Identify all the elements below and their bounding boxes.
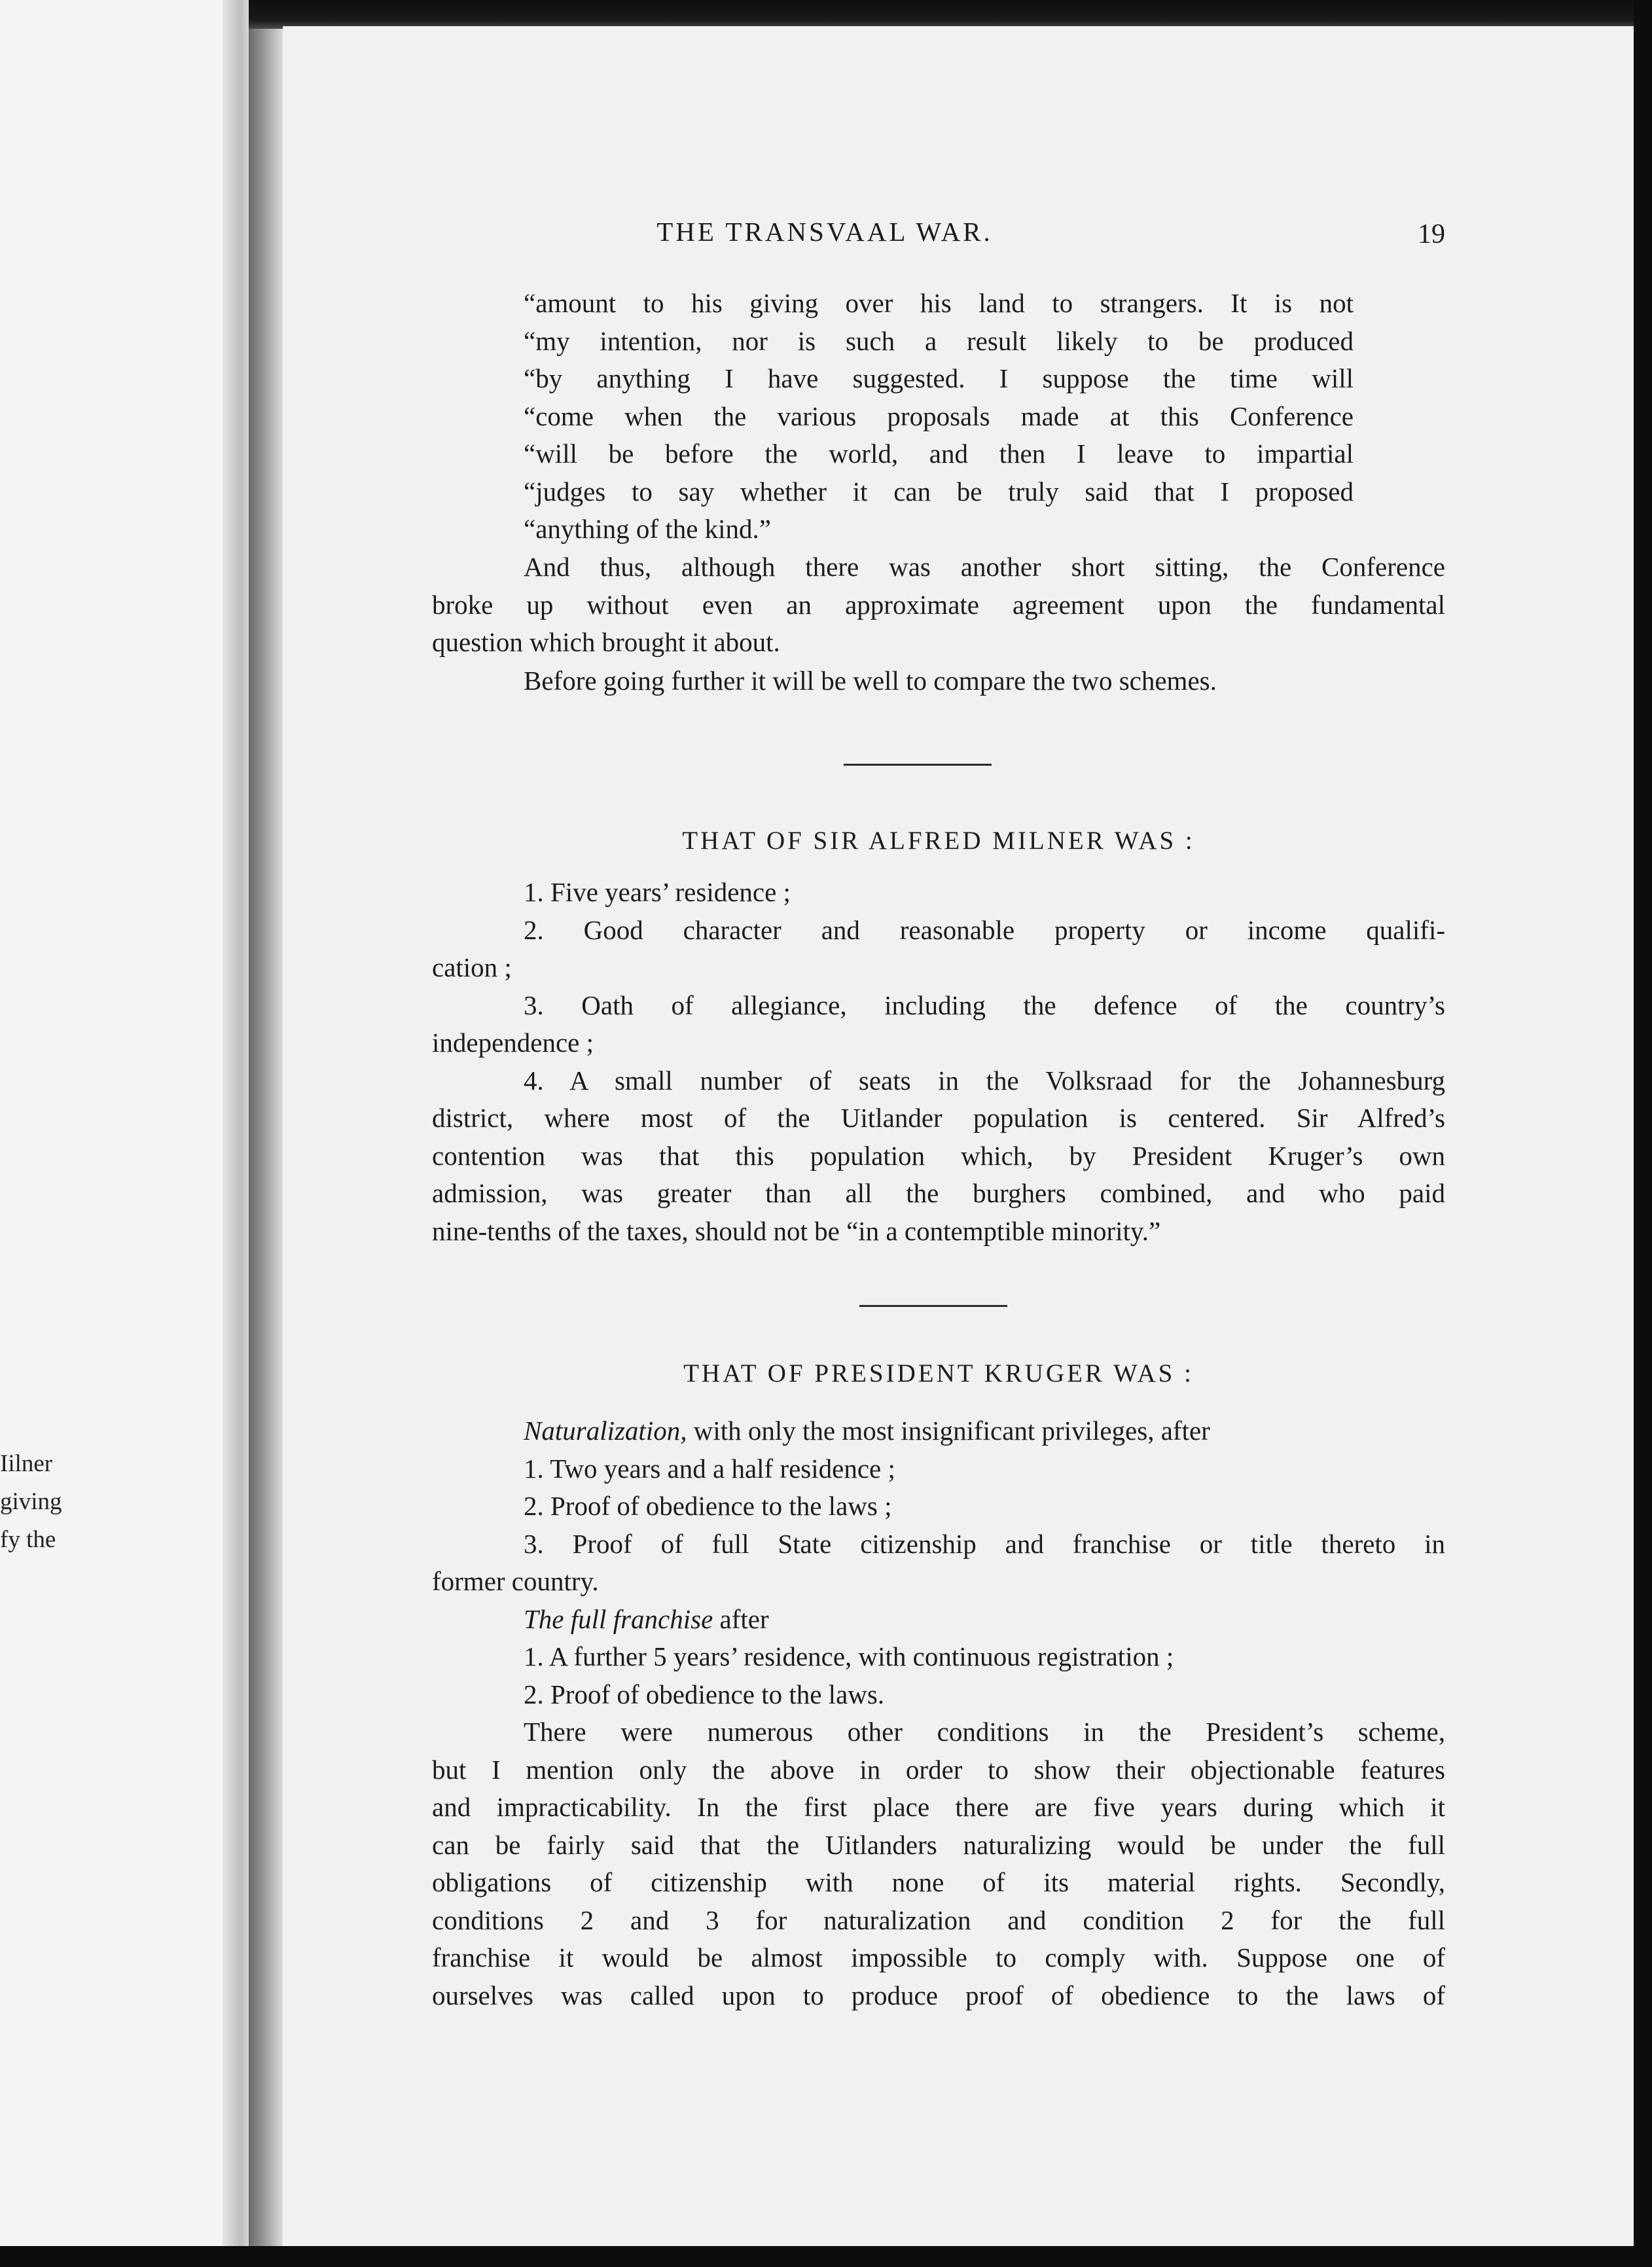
paragraph-line: can be fairly said that the Uitlanders naturalizing would be under the full <box>432 1829 1445 1860</box>
scan-right-edge <box>1634 0 1652 2267</box>
paragraph-before <box>432 662 1445 700</box>
scan-top-edge <box>249 0 1652 29</box>
list-item: 4. A small number of seats in the Volksraad for the Johannesburg <box>524 1065 1445 1096</box>
naturalization-text: with only the most insignificant privileges, after <box>687 1416 1210 1446</box>
quote-line: “my intention, nor is such a result likely to be produced <box>524 325 1354 356</box>
paragraph-line: conditions 2 and 3 for naturalization and condition 2 for the full <box>432 1904 1445 1935</box>
list-item-continuation: independence ; <box>432 1027 594 1058</box>
paragraph-line: There were numerous other conditions in the President’s scheme, <box>524 1717 1445 1747</box>
running-head <box>432 213 1445 253</box>
naturalization-line <box>432 1412 1445 1450</box>
list-item-continuation: former country. <box>432 1566 599 1596</box>
book-gutter <box>249 26 283 2251</box>
left-page-line: Iilner <box>0 1450 53 1477</box>
kruger-list <box>432 1412 1445 1713</box>
quote-line: “by anything I have suggested. I suppose the time will <box>524 363 1354 393</box>
franchise-line <box>432 1601 1445 1639</box>
section-divider <box>844 764 992 766</box>
list-item: 3. Proof of full State citizenship and franchise or title thereto in <box>524 1528 1445 1559</box>
quote-line: “will be before the world, and then I leave to impartial <box>524 438 1354 469</box>
paragraph-line: And thus, although there was another short sitting, the Conference <box>524 552 1445 582</box>
quote-line: “anything of the kind.” <box>524 514 772 544</box>
paragraph-line: but I mention only the above in order to show their objectionable features <box>432 1754 1445 1785</box>
left-page-line: giving <box>0 1488 62 1515</box>
left-page-line: fy the <box>0 1526 56 1553</box>
paragraph-line: franchise it would be almost impossible to comply with. Suppose one of <box>432 1942 1445 1972</box>
kruger-heading: THAT OF PRESIDENT KRUGER WAS : <box>683 1359 1194 1387</box>
list-item: 2. Proof of obedience to the laws. <box>524 1679 885 1709</box>
franchise-text: after <box>713 1603 769 1634</box>
milner-heading: THAT OF SIR ALFRED MILNER WAS : <box>682 827 1195 855</box>
list-item: 1. A further 5 years’ residence, with continuous registration ; <box>524 1641 1174 1671</box>
page-number: 19 <box>1418 219 1445 249</box>
quote-line: “come when the various proposals made at this Conference <box>524 401 1354 431</box>
list-item-continuation: nine-tenths of the taxes, should not be “in a contemptible minority.” <box>432 1215 1161 1246</box>
naturalization-label: Naturalization, <box>524 1416 687 1446</box>
running-title: THE TRANSVAAL WAR. <box>656 217 993 247</box>
paragraph-line: Before going further it will be well to compare the two schemes. <box>524 666 1217 696</box>
closing-paragraph <box>432 1713 1445 2014</box>
paragraph-line: ourselves was called upon to produce proof of obedience to the laws of <box>432 1980 1445 2010</box>
paragraph-line: obligations of citizenship with none of its material rights. Secondly, <box>432 1867 1445 1897</box>
paragraph-thus <box>432 548 1445 662</box>
paragraph-line: and impracticability. In the first place there are five years during which it <box>432 1792 1445 1822</box>
paragraph-line: broke up without even an approximate agreement upon the fundamental <box>432 589 1445 620</box>
list-item: 1. Five years’ residence ; <box>524 877 791 907</box>
milner-list <box>432 874 1445 1250</box>
quote-line: “amount to his giving over his land to strangers. It is not <box>524 288 1354 318</box>
list-item: 2. Good character and reasonable property or income qualifi- <box>524 914 1445 945</box>
list-item: 1. Two years and a half residence ; <box>524 1453 895 1484</box>
list-item-continuation: district, where most of the Uitlander population is centered. Sir Alfred’s <box>432 1103 1445 1133</box>
scan-bottom-edge <box>0 2246 1652 2267</box>
list-item: 3. Oath of allegiance, including the defence of the country’s <box>524 990 1445 1020</box>
section-divider <box>859 1305 1007 1307</box>
list-item-continuation: cation ; <box>432 952 512 982</box>
quote-line: “judges to say whether it can be truly said that I proposed <box>524 476 1354 507</box>
page-fold <box>223 0 249 2251</box>
franchise-label: The full franchise <box>524 1603 713 1634</box>
paragraph-line: question which brought it about. <box>432 627 780 657</box>
list-item-continuation: contention was that this population which, by President Kruger’s own <box>432 1140 1445 1171</box>
left-page-text <box>0 1445 62 1559</box>
list-item-continuation: admission, was greater than all the burghers combined, and who paid <box>432 1178 1445 1208</box>
quotation-block <box>432 285 1445 548</box>
left-page <box>0 0 243 2251</box>
list-item: 2. Proof of obedience to the laws ; <box>524 1491 892 1521</box>
